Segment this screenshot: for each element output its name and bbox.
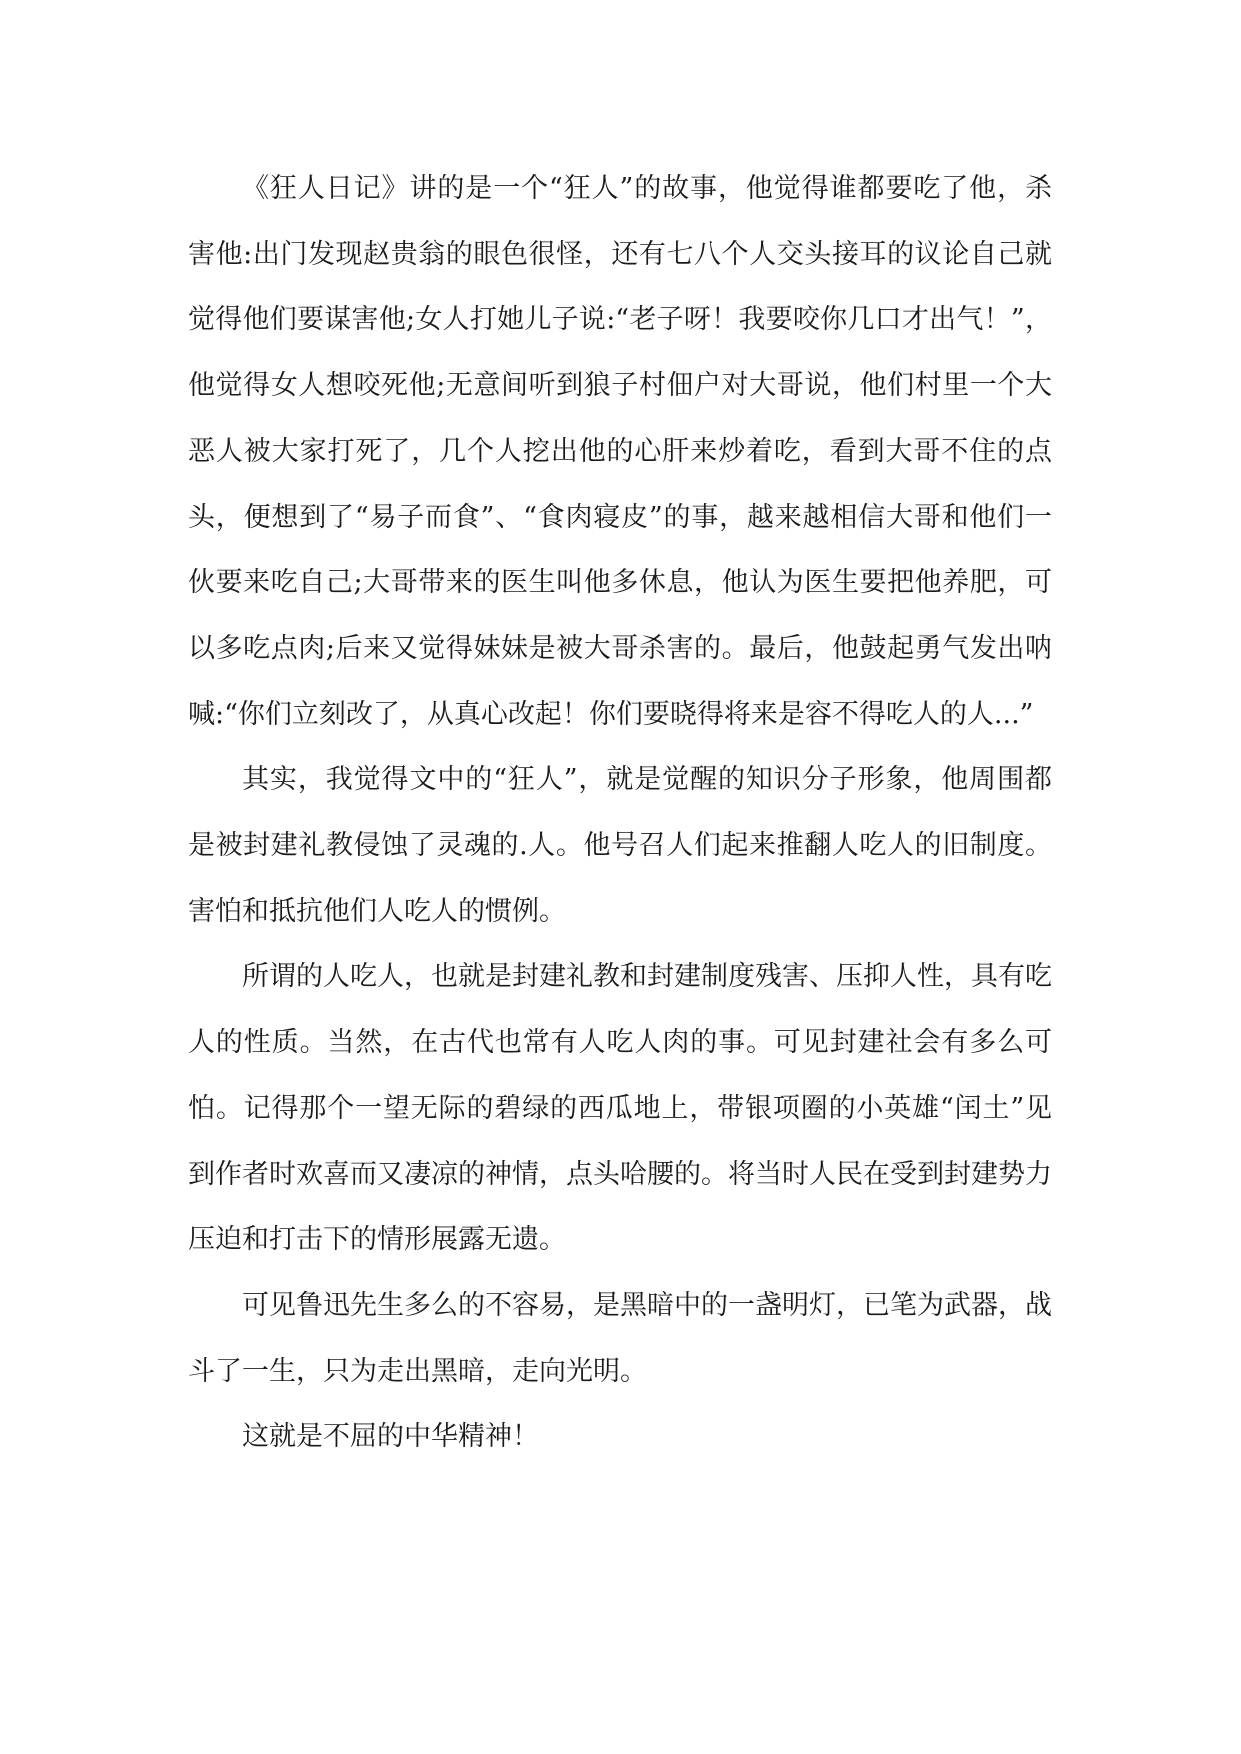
document-body [188,156,1052,1470]
paragraph-3: 所谓的人吃人，也就是封建礼教和封建制度残害、压抑人性，具有吃人的性质。当然，在古代也常有人吃人肉的事。可见封建社会有多么可怕。记得那个一望无际的碧绿的西瓜地上，带银项圈的小英雄“闰土”见到作者时欢喜而又凄凉的神情，点头哈腰的。将当时人民在受到封建势力压迫和打击下的情形展露无遗。 [188,961,1052,1256]
paragraph-1: 《狂人日记》讲的是一个“狂人”的故事，他觉得谁都要吃了他，杀害他:出门发现赵贵翁的眼色很怪，还有七八个人交头接耳的议论自己就觉得他们要谋害他;女人打她儿子说:“老子呀！我要咬你几口才出气！”，他觉得女人想咬死他;无意间听到狼子村佃户对大哥说，他们村里一个大恶人被大家打死了，几个人挖出他的心肝来炒着吃，看到大哥不住的点头，便想到了“易子而食”、“食肉寝皮”的事，越来越相信大哥和他们一伙要来吃自己;大哥带来的医生叫他多休息，他认为医生要把他养肥，可以多吃点肉;后来又觉得妹妹是被大哥杀害的。最后，他鼓起勇气发出呐喊:“你们立刻改了，从真心改起！你们要晓得将来是容不得吃人的人...” [188,173,1052,730]
paragraph-4: 可见鲁迅先生多么的不容易，是黑暗中的一盏明灯，已笔为武器，战斗了一生，只为走出黑暗，走向光明。 [188,1289,1052,1387]
paragraph-2: 其实，我觉得文中的“狂人”，就是觉醒的知识分子形象，他周围都是被封建礼教侵蚀了灵魂的.人。他号召人们起来推翻人吃人的旧制度。害怕和抵抗他们人吃人的惯例。 [188,764,1052,927]
paragraph-5: 这就是不屈的中华精神！ [242,1421,539,1453]
